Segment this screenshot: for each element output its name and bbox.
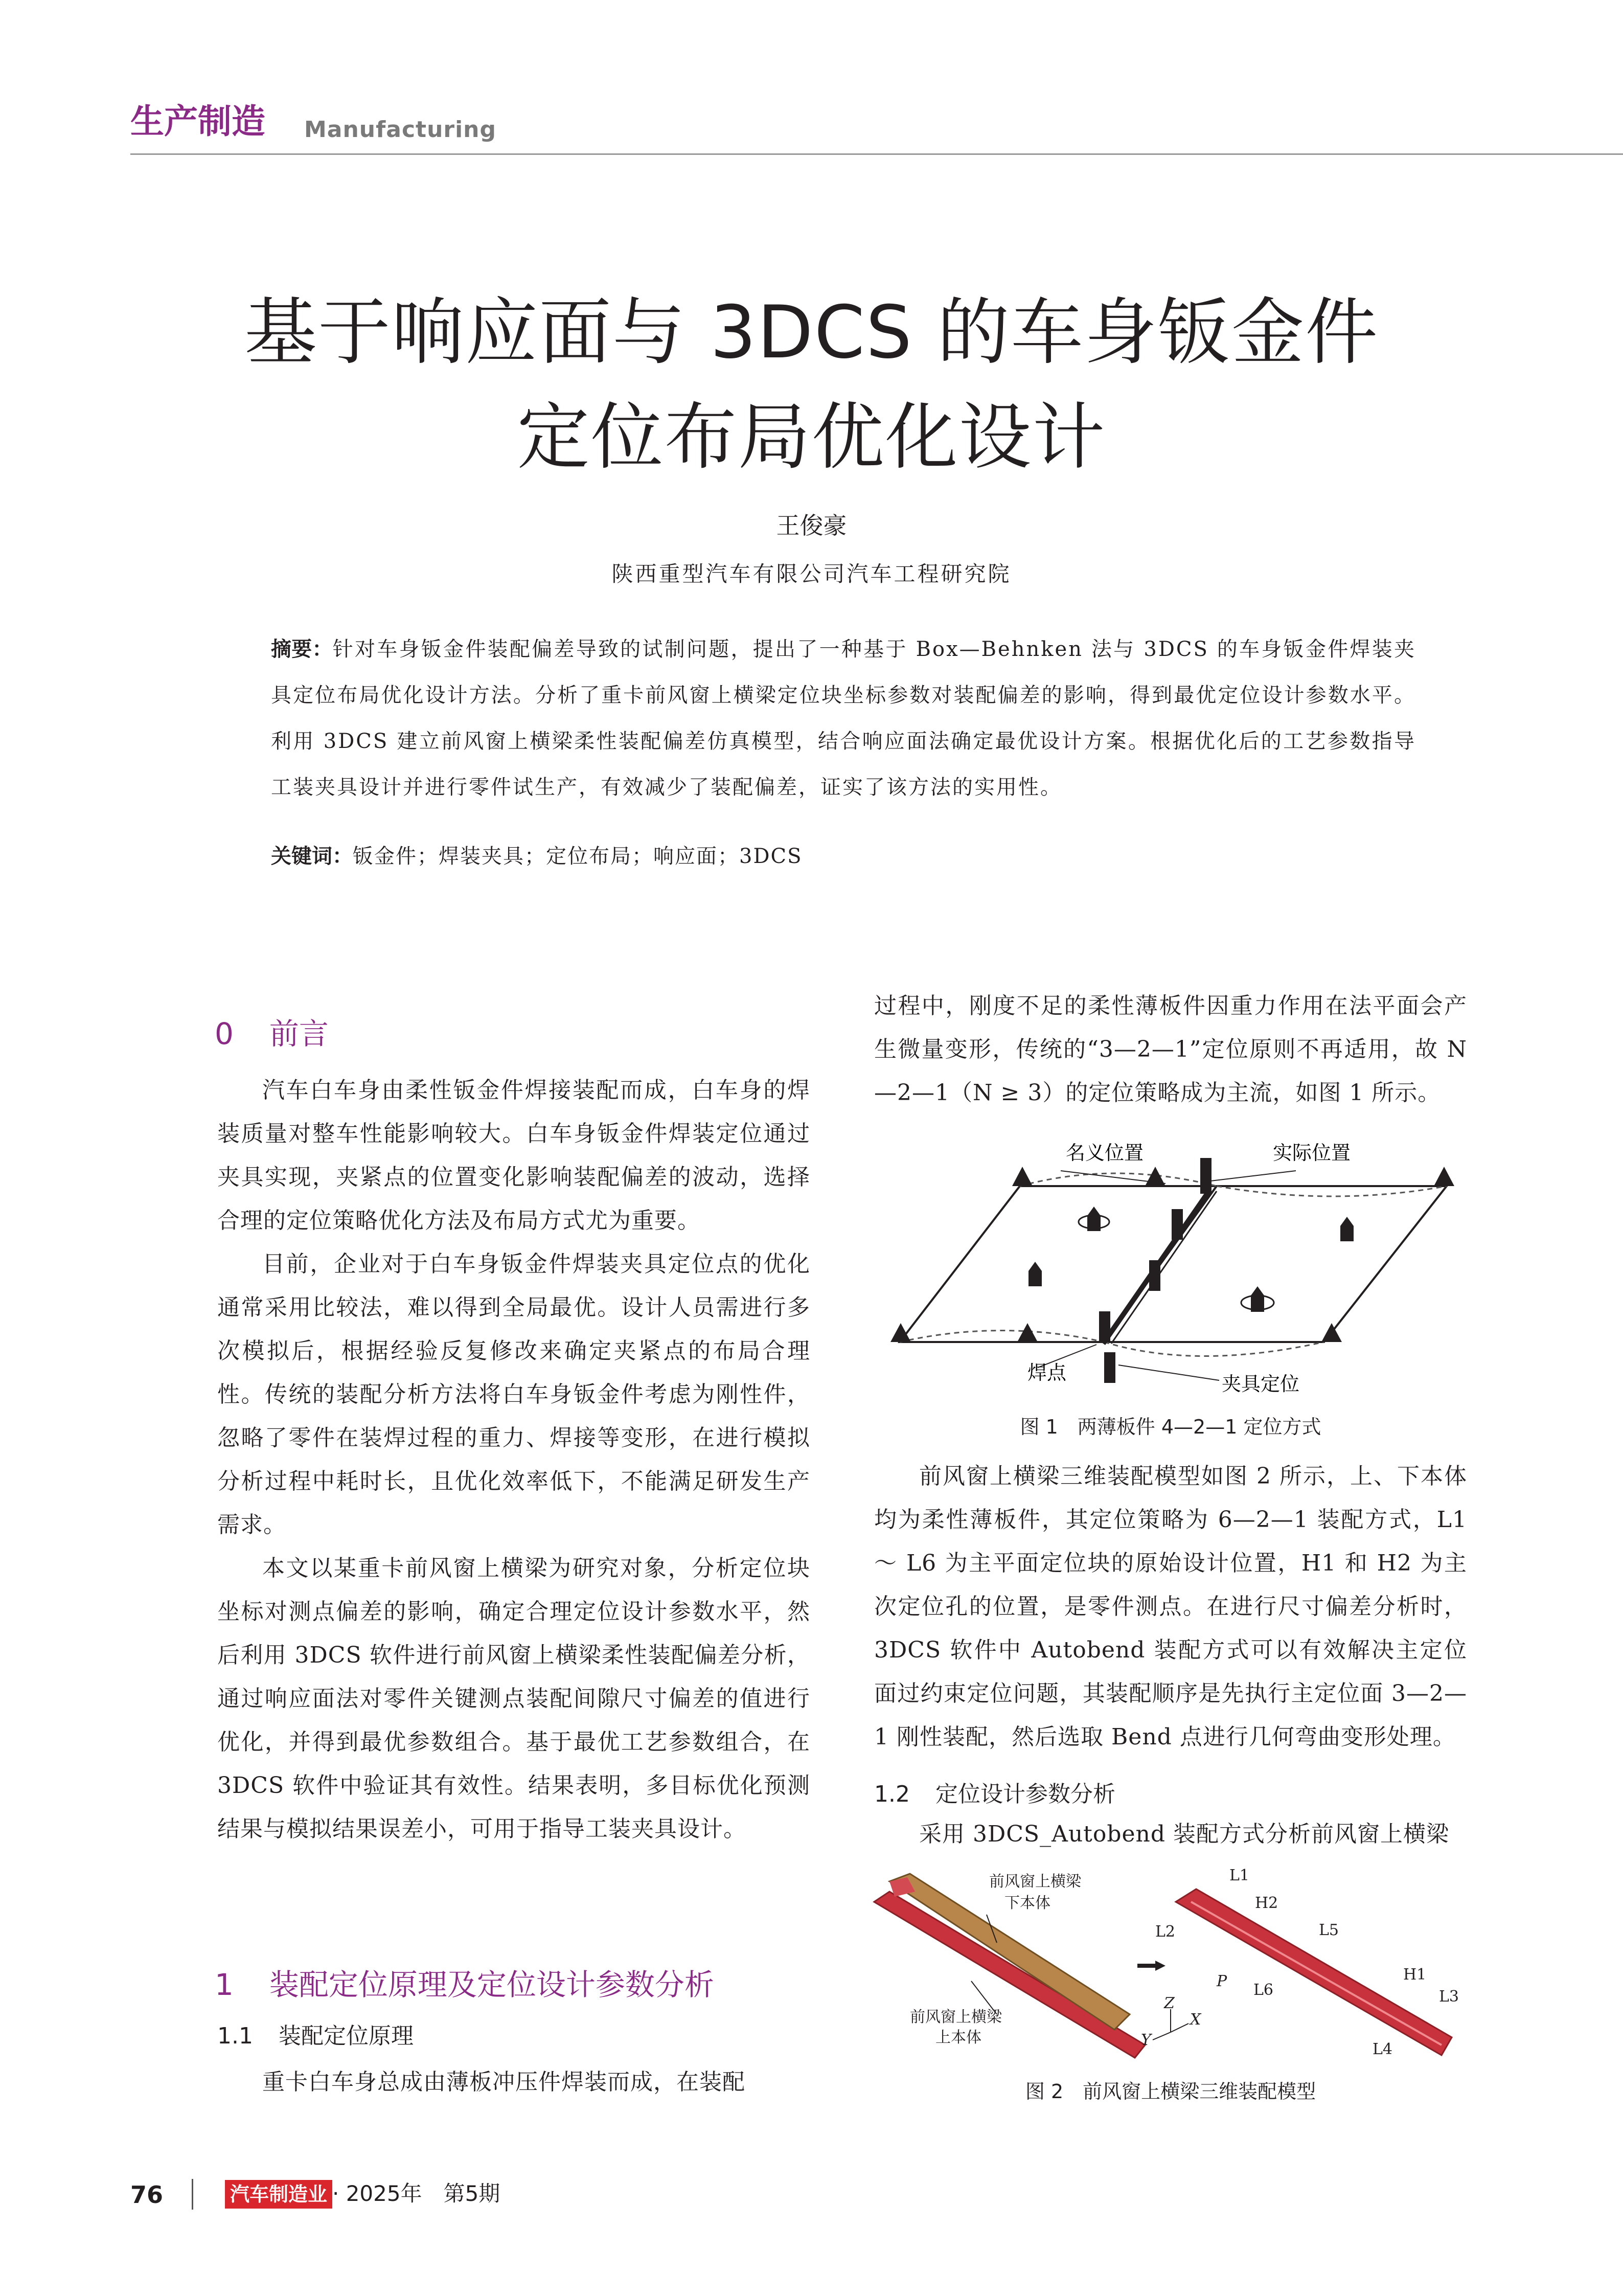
keywords-text: 钣金件；焊装夹具；定位布局；响应面；3DCS xyxy=(353,845,803,868)
label-H2: H2 xyxy=(1255,1894,1278,1912)
label-lower-body: 下本体 xyxy=(1004,1894,1050,1912)
locating-pin xyxy=(1251,1286,1264,1312)
label-lower-body: 前风窗上横梁 xyxy=(989,1873,1081,1891)
paragraph: 采用 3DCS_Autobend 装配方式分析前风窗上横梁 xyxy=(919,1821,1450,1847)
section-label-en: Manufacturing xyxy=(304,117,496,143)
axis-y xyxy=(1153,2032,1171,2040)
nominal-position-line xyxy=(1104,1342,1324,1356)
label-L2: L2 xyxy=(1155,1923,1176,1941)
nominal-position-line xyxy=(1217,1186,1447,1196)
label-weld-point: 焊点 xyxy=(1027,1361,1067,1384)
label-L3: L3 xyxy=(1439,1988,1459,2006)
footer-divider xyxy=(192,2179,193,2210)
article-title-line1: 基于响应面与 3DCS 的车身钣金件 xyxy=(244,290,1379,375)
section-title: 前言 xyxy=(269,1016,329,1051)
clamp-block xyxy=(1149,1260,1160,1291)
page-number: 76 xyxy=(130,2181,164,2209)
paragraph-continued xyxy=(217,2060,810,2104)
section-number: 1 xyxy=(215,1967,234,2002)
subsection-number: 1.1 xyxy=(217,2023,253,2049)
subsection-title: 装配定位原理 xyxy=(278,2023,414,2049)
header-divider xyxy=(130,153,1623,155)
nominal-position-line xyxy=(900,1331,1104,1343)
section-title: 装配定位原理及定位设计参数分析 xyxy=(269,1967,714,2002)
author: 王俊豪 xyxy=(776,512,847,539)
clamp-block xyxy=(1172,1209,1183,1240)
abstract xyxy=(271,626,1416,810)
support-triangle xyxy=(1017,1323,1038,1342)
nominal-position-line xyxy=(1020,1173,1217,1186)
section-1-heading xyxy=(215,1967,714,2002)
leader-line xyxy=(1210,1171,1296,1181)
label-upper-body: 上本体 xyxy=(935,2029,981,2047)
label-fixture-locator: 夹具定位 xyxy=(1222,1373,1300,1395)
paragraph: 前风窗上横梁三维装配模型如图 2 所示，上、下本体均为柔性薄板件，其定位策略为 6—2—1 装配方式，L1 ～ L6 为主平面定位块的原始设计位置，H1 和 H2 为主次定位孔的位置，是零件测点。在进行尺寸偏差分析时，3DCS 软件中 Autobend 装配方式可以有效解决主定位面过约束定位问题，其装配顺序是先执行主定位面 3—2—1 刚性装配，然后选取 Bend 点进行几何弯曲变形处理。 xyxy=(874,1463,1467,1750)
label-P: P xyxy=(1217,1972,1227,1990)
axis-label-y: Y xyxy=(1141,2031,1151,2049)
right-paragraph-3 xyxy=(874,1812,1467,1856)
axis-label-z: Z xyxy=(1164,1994,1175,2012)
paragraph: 重卡白车身总成由薄板冲压件焊装而成，在装配 xyxy=(262,2069,745,2095)
article-title-line2: 定位布局优化设计 xyxy=(517,395,1106,480)
support-triangle xyxy=(1321,1323,1342,1342)
beam-upper-body xyxy=(874,1892,1145,2058)
subsection-1-1-heading xyxy=(217,2025,414,2048)
weld-seam xyxy=(1111,1191,1217,1344)
section-number: 0 xyxy=(215,1016,234,1051)
subsection-number: 1.2 xyxy=(874,1781,910,1807)
intro-paragraphs xyxy=(217,1069,810,1851)
affiliation: 陕西重型汽车有限公司汽车工程研究院 xyxy=(611,561,1012,586)
figure-1-caption: 图 1 两薄板件 4—2—1 定位方式 xyxy=(1020,1416,1321,1438)
paragraph: 过程中，刚度不足的柔性薄板件因重力作用在法平面会产生微量变形，传统的“3—2—1”定位原则不再适用，故 N—2—1（N ≥ 3）的定位策略成为主流，如图 1 所示。 xyxy=(874,993,1467,1106)
keywords-label: 关键词： xyxy=(271,845,353,868)
abstract-text: 针对车身钣金件装配偏差导致的试制问题，提出了一种基于 Box—Behnken 法与 3DCS 的车身钣金件焊装夹具定位布局优化设计方法。分析了重卡前风窗上横梁定位块坐标参数对装配偏差的影响，得到最优定位设计参数水平。利用 3DCS 建立前风窗上横梁柔性装配偏差仿真模型，结合响应面法确定最优设计方案。根据优化后的工艺参数指导工装夹具设计并进行零件试生产，有效减少了装配偏差，证实了该方法的实用性。 xyxy=(271,638,1416,799)
label-H1: H1 xyxy=(1403,1966,1427,1984)
label-L5: L5 xyxy=(1319,1921,1339,1939)
label-nominal-position: 名义位置 xyxy=(1066,1142,1144,1164)
figure-1-diagram xyxy=(869,1130,1472,1416)
label-upper-body: 前风窗上横梁 xyxy=(910,2008,1002,2026)
locating-pin xyxy=(1028,1262,1042,1286)
figure-2-model xyxy=(869,1861,1472,2076)
axis-label-x: X xyxy=(1190,2011,1201,2029)
support-triangle xyxy=(1012,1167,1033,1186)
support-triangle xyxy=(1434,1167,1454,1186)
paragraph: 汽车白车身由柔性钣金件焊接装配而成，白车身的焊装质量对整车性能影响较大。白车身钣金件焊装定位通过夹具实现，夹紧点的位置变化影响装配偏差的波动，选择合理的定位策略优化方法及布局方式尤为重要。 xyxy=(217,1077,810,1234)
sheet-left-outline xyxy=(900,1186,1217,1342)
subsection-title: 定位设计参数分析 xyxy=(935,1781,1115,1807)
paragraph: 目前，企业对于白车身钣金件焊装夹具定位点的优化通常采用比较法，难以得到全局最优。设计人员需进行多次模拟后，根据经验反复修改来确定夹紧点的布局合理性。传统的装配分析方法将白车身钣金件考虑为刚性件，忽略了零件在装焊过程的重力、焊接等变形，在进行模拟分析过程中耗时长，且优化效率低下，不能满足研发生产需求。 xyxy=(217,1251,810,1538)
paragraph: 本文以某重卡前风窗上横梁为研究对象，分析定位块坐标对测点偏差的影响，确定合理定位设计参数水平，然后利用 3DCS 软件进行前风窗上横梁柔性装配偏差分析，通过响应面法对零件关键测点装配间隙尺寸偏差的值进行优化，并得到最优参数组合。基于最优工艺参数组合，在 3DCS 软件中验证其有效性。结果表明，多目标优化预测结果与模拟结果误差小，可用于指导工装夹具设计。 xyxy=(217,1555,810,1842)
leader-line xyxy=(1118,1365,1219,1380)
axis-x xyxy=(1171,2024,1188,2032)
issue-info: · 2025年 第5期 xyxy=(332,2181,500,2206)
section-0-heading xyxy=(215,1016,329,1051)
figure-2-caption: 图 2 前风窗上横梁三维装配模型 xyxy=(1025,2080,1316,2103)
subsection-1-2-heading xyxy=(874,1783,1115,1806)
clamp-block xyxy=(1099,1311,1110,1342)
right-paragraph-2 xyxy=(874,1454,1467,1759)
keywords xyxy=(271,841,803,872)
label-L1: L1 xyxy=(1229,1867,1250,1884)
label-actual-position: 实际位置 xyxy=(1273,1142,1351,1164)
arrow-icon xyxy=(1155,1961,1165,1971)
section-label: 生产制造 xyxy=(130,102,265,141)
label-L6: L6 xyxy=(1253,1981,1274,1999)
journal-logo: 汽车制造业 xyxy=(225,2180,332,2209)
locating-pin xyxy=(1340,1217,1354,1241)
clamp-block xyxy=(1104,1352,1115,1383)
locating-pin xyxy=(1087,1207,1101,1231)
abstract-label: 摘要： xyxy=(271,638,333,661)
clamp-block xyxy=(1200,1158,1211,1194)
right-paragraph-1 xyxy=(874,984,1467,1115)
label-L4: L4 xyxy=(1373,2040,1393,2058)
